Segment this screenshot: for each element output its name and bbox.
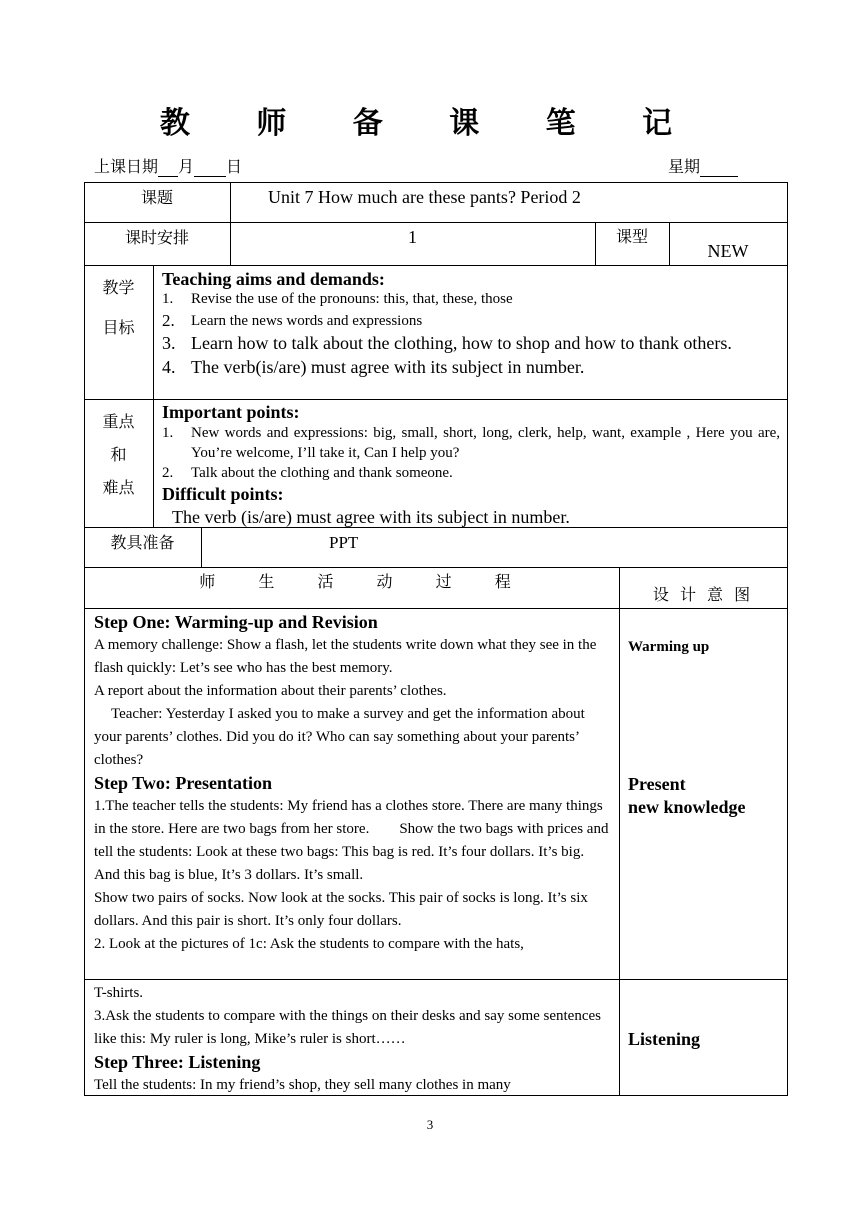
type-label: 课型 [615,227,648,246]
periods-label: 课时安排 [124,228,189,247]
process-paragraph: 3.Ask the students to compare with the things on their desks and say some sentences like this: My ruler is long, Mike’s ruler is short…… [94,1008,601,1047]
table-row-line [84,399,788,400]
key-label-line: 和 [110,445,127,464]
step-heading: Step Two: Presentation [94,773,272,793]
table-row-line [84,567,788,568]
key-label-line: 重点 [102,412,135,431]
important-list [162,423,780,483]
date-label: 上课日期 [94,157,159,176]
page-number: 3 [426,1117,434,1132]
month-label: 月 [178,157,195,176]
tools-value: PPT [329,533,359,552]
list-item: 2. Learn the news words and expressions [162,311,423,330]
type-value: NEW [707,241,749,261]
aims-heading: Teaching aims and demands: [162,269,385,289]
key-label [84,405,153,504]
tools-label: 教具准备 [110,533,175,552]
key-content [162,401,780,529]
month-blank [158,160,178,177]
table-col-line [153,265,154,528]
aims-content [162,268,779,379]
list-item: 2. Talk about the clothing and thank someone. [162,465,453,481]
intent-present-line: new knowledge [628,797,746,817]
process-paragraph: A report about the information about their parents’ clothes. [94,683,447,699]
key-label-line: 难点 [102,478,135,497]
process-cell-1 [94,611,613,956]
table-row-line [84,222,788,223]
step-heading: Step Three: Listening [94,1052,261,1072]
list-item: 3. Learn how to talk about the clothing, how to shop and how to thank others. [162,333,732,353]
table-right-border [787,182,788,1096]
table-col-line [230,182,231,266]
table-row-line [84,608,788,609]
intent-warming: Warming up [628,639,710,655]
difficult-heading: Difficult points: [162,484,284,504]
date-line [94,154,242,177]
process-paragraph: Show two pairs of socks. Now look at the socks. This pair of socks is long. It’s six dollars. And this pair is short. It’s only four dollars. [94,890,588,929]
page-title: 教 师 备 课 笔 记 [159,106,701,141]
table-row-line [84,979,788,980]
day-label: 日 [226,157,243,176]
important-heading: Important points: [162,402,300,422]
aims-label-line: 教学 [102,278,135,297]
difficult-text: The verb (is/are) must agree with its subject in number. [172,507,570,527]
table-col-line [619,567,620,1096]
process-paragraph: Teacher: Yesterday I asked you to make a survey and get the information about your parents’ clothes. Did you do it? Who can say something about your parents’ clothes? [94,706,585,768]
intent-header: 设 计 意 图 [652,585,754,604]
process-header: 师 生 活 动 过 程 [199,572,511,591]
table-row-line [84,265,788,266]
process-paragraph: T-shirts. [94,985,144,1001]
table-row-line [84,182,788,183]
aims-label-line: 目标 [102,318,135,337]
process-paragraph: 1.The teacher tells the students: My friend has a clothes store. There are many things in the store. Here are two bags from her store. Show the two bags with prices and tell the students: Look at these two bags: This bag is red. It’s four dollars. It’s big. And this bag is blue, It’s 3 dollars. It’s small. [94,798,613,883]
process-paragraph: A memory challenge: Show a flash, let the students write down what they see in the flash quickly: Let’s see who has the best memory. [94,637,597,676]
list-item: 1. New words and expressions: big, small, short, long, clerk, help, want, example , Here you are, You’re welcome, I’ll take it, Can I help you? [162,425,780,461]
weekday-line [668,154,738,177]
topic-value: Unit 7 How much are these pants? Period 2 [268,187,581,207]
intent-present [628,773,746,819]
aims-list [162,289,779,379]
step-heading: Step One: Warming-up and Revision [94,612,378,632]
weekday-blank [700,160,738,177]
aims-label [84,268,153,348]
weekday-label: 星期 [668,157,701,176]
process-paragraph: Tell the students: In my friend’s shop, they sell many clothes in many [94,1077,511,1093]
process-paragraph: 2. Look at the pictures of 1c: Ask the students to compare with the hats, [94,936,524,952]
periods-value: 1 [408,227,417,247]
table-col-line [201,527,202,568]
process-cell-2 [94,982,610,1097]
intent-listening: Listening [628,1029,701,1049]
intent-present-line: Present [628,774,686,794]
list-item: 4. The verb(is/are) must agree with its subject in number. [162,357,585,377]
day-blank [194,160,226,177]
list-item: 1. Revise the use of the pronouns: this, that, these, those [162,291,513,307]
topic-label: 课题 [140,188,173,207]
